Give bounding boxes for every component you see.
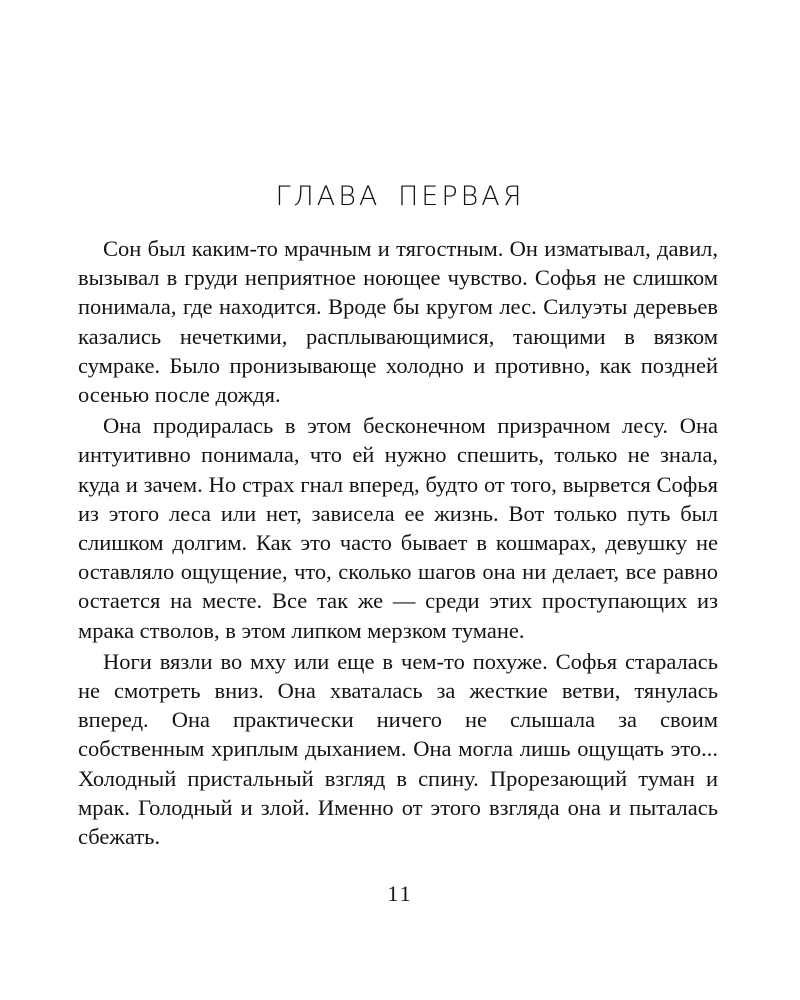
paragraph-3: Ноги вязли во мху или еще в чем-то похуже. Софья старалась не смотреть вниз. Она хваталась за жесткие ветви, тянулась вперед. Она практически ничего не слышала за своим собственным хриплым дыханием. Она могла лишь ощущать это... Холодный пристальный взгляд в спину. Прорезающий туман и мрак. Голодный и злой. Именно от этого взгляда она и пыталась сбежать. — [78, 648, 718, 850]
paragraph-1: Сон был каким-то мрачным и тягостным. Он изматывал, давил, вызывал в груди неприятное ноющее чувство. Софья не слишком понимала, где находится. Вроде бы кругом лес. Силуэты деревьев казались нечеткими, расплывающимися, тающими в вязком сумраке. Было пронизывающе холодно и противно, как поздней осенью после дождя. — [78, 236, 718, 408]
page-number: 11 — [387, 881, 413, 906]
chapter-body — [78, 234, 718, 853]
chapter-title: ГЛАВА ПЕРВАЯ — [275, 181, 525, 212]
paragraph-2: Она продиралась в этом бесконечном призрачном лесу. Она интуитивно понимала, что ей нужно спешить, только не знала, куда и зачем. Но страх гнал вперед, будто от того, вырвется Софья из этого леса или нет, зависела ее жизнь. Вот только путь был слишком долгим. Как это часто бывает в кошмарах, девушку не оставляло ощущение, что, сколько шагов она ни делает, все равно остается на месте. Все так же — среди этих проступающих из мрака стволов, в этом липком мерзком тумане. — [78, 413, 718, 643]
